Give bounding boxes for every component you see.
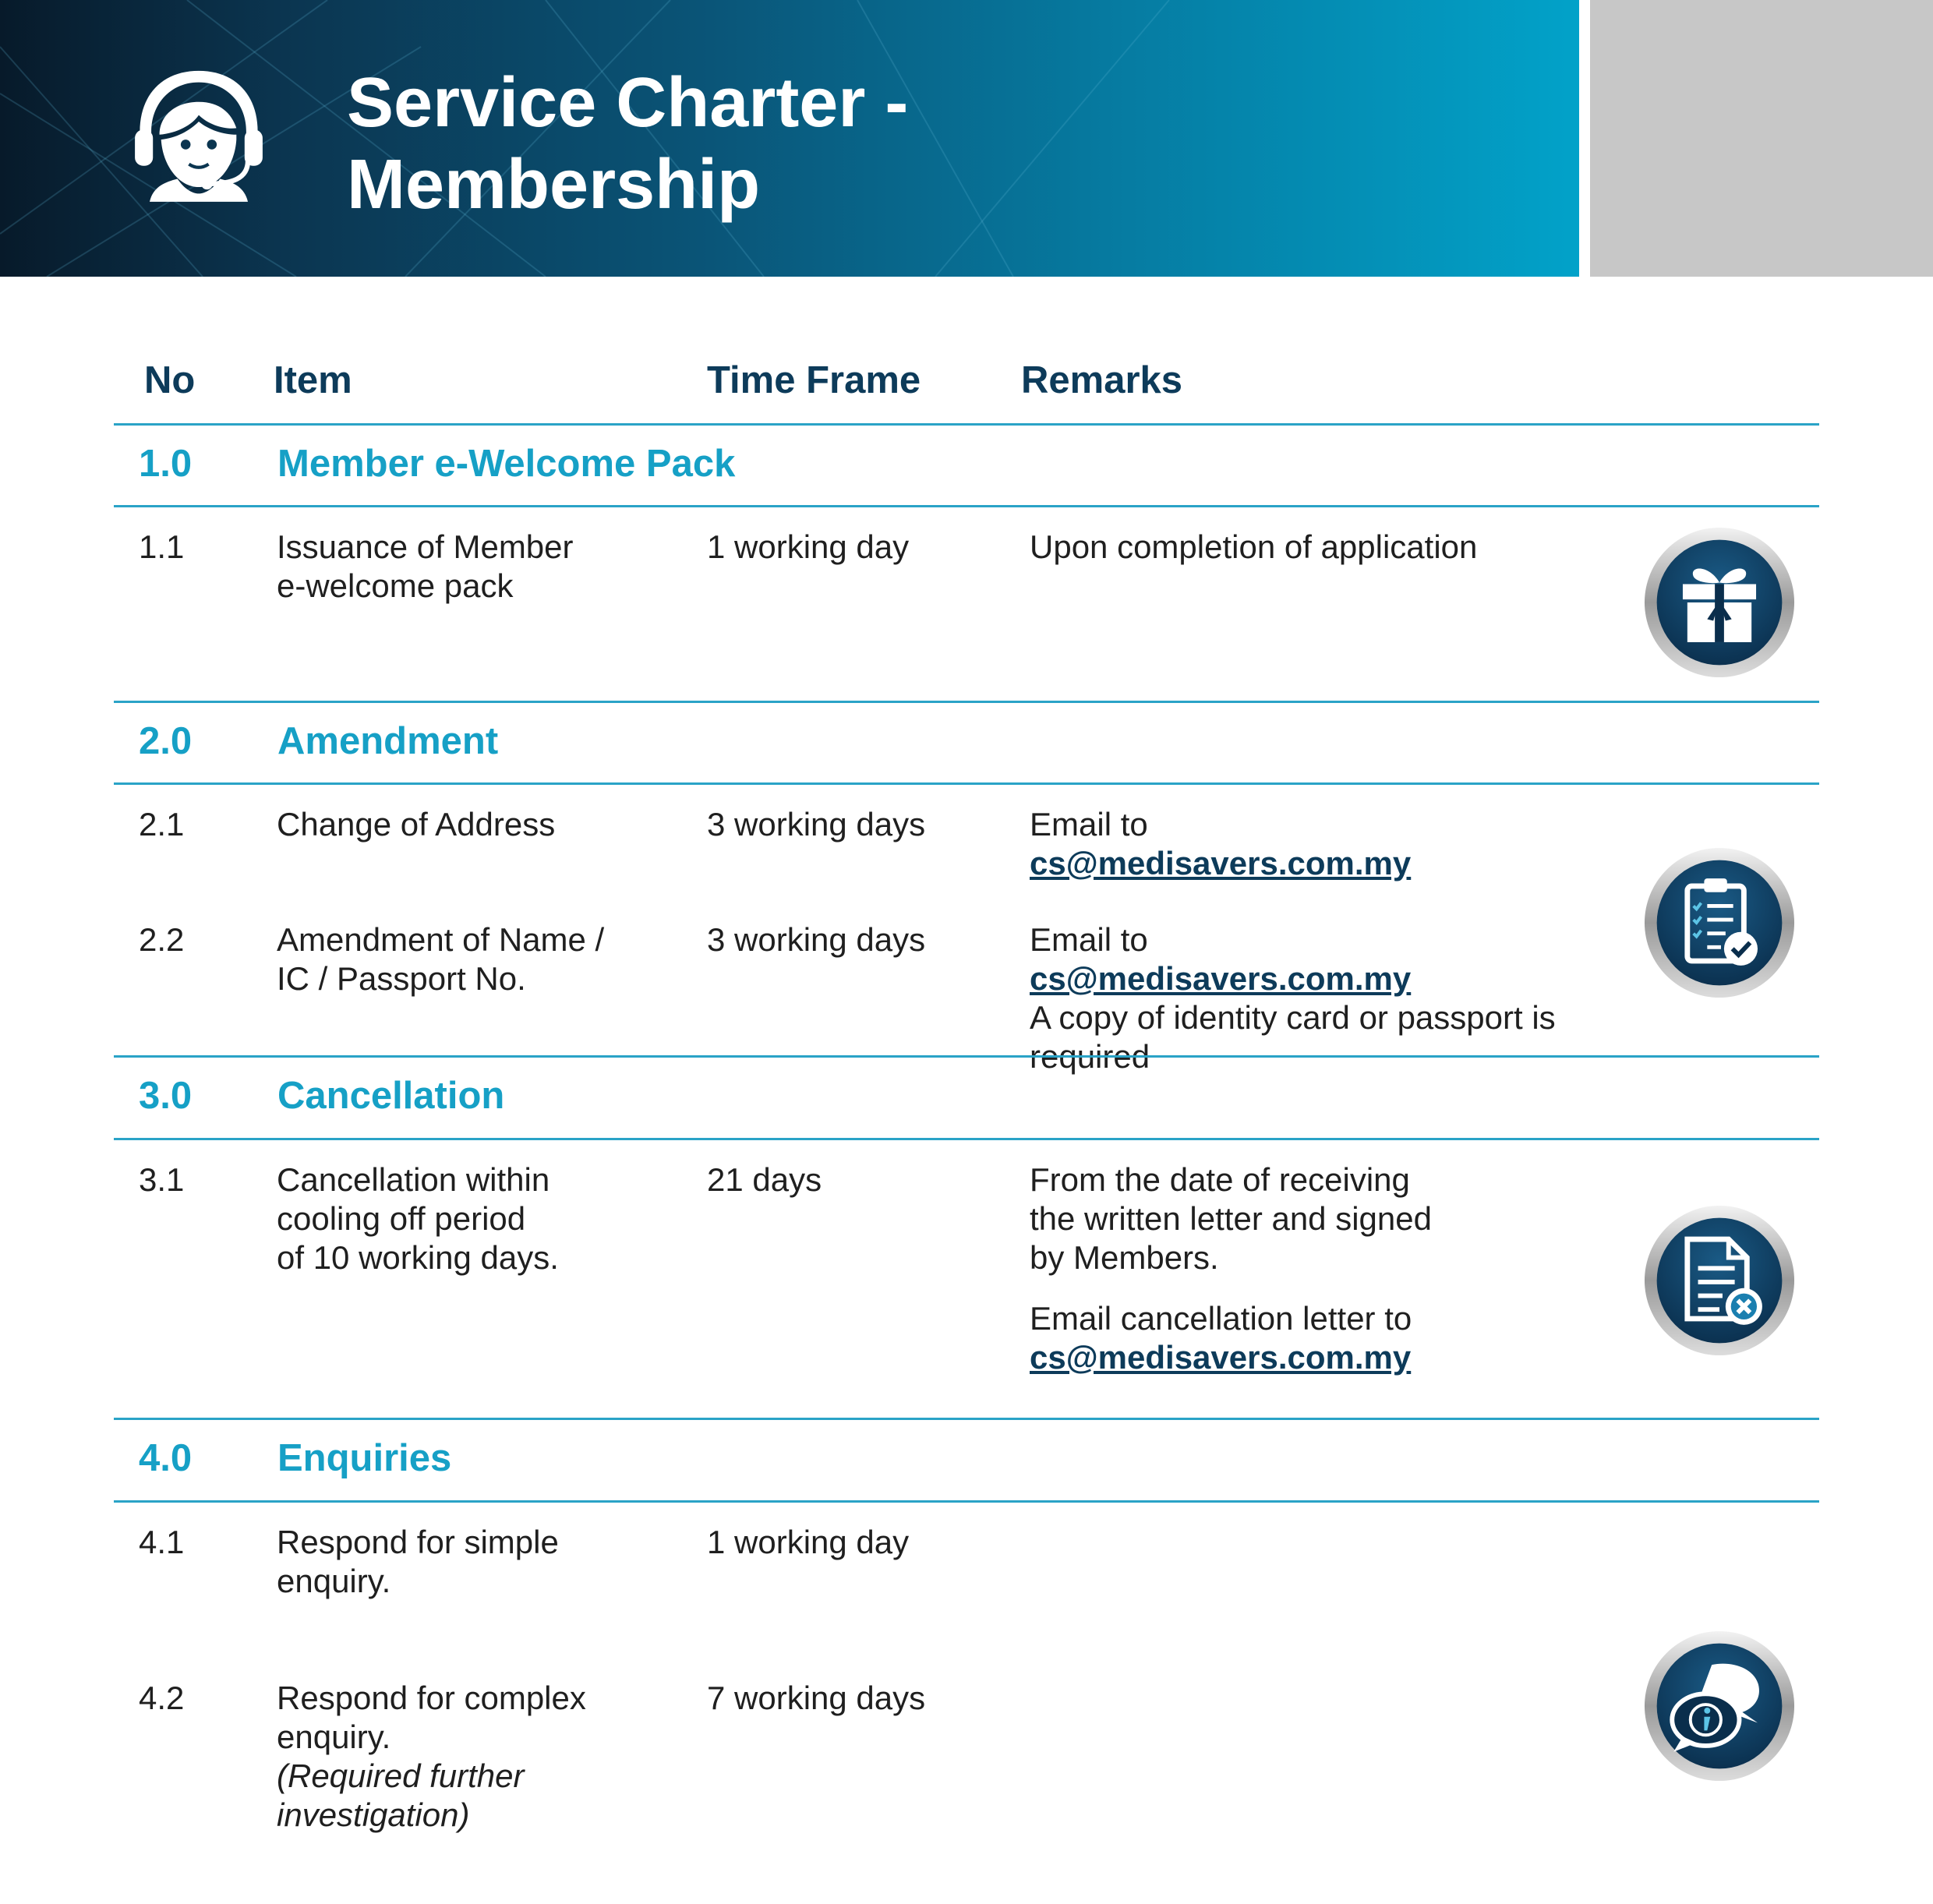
email-link[interactable]: cs@medisavers.com.my — [1030, 845, 1412, 881]
document-cancel-icon — [1643, 1204, 1796, 1357]
table-rule — [114, 1055, 1819, 1058]
row-number: 2.1 — [139, 806, 185, 842]
section-title: Enquiries — [277, 1437, 452, 1479]
page-title-line-2: Membership — [347, 146, 761, 224]
row-time-frame: 3 working days — [707, 806, 926, 842]
column-header-remarks: Remarks — [1021, 359, 1183, 401]
page-title — [347, 62, 1048, 226]
section-title: Cancellation — [277, 1075, 505, 1117]
table-rule — [114, 1418, 1819, 1420]
row-time-frame: 21 days — [707, 1161, 822, 1198]
section-number: 3.0 — [139, 1075, 193, 1117]
row-time-frame: 1 working day — [707, 528, 910, 565]
email-link[interactable]: cs@medisavers.com.my — [1030, 1339, 1412, 1376]
column-header-time-frame: Time Frame — [707, 359, 921, 401]
row-time-frame: 3 working days — [707, 921, 926, 958]
row-remarks: From the date of receiving the written letter and signed by Members. Email cancellation letter to cs@medisavers.com.my — [1030, 1161, 1432, 1376]
chat-info-icon — [1643, 1630, 1796, 1782]
customer-service-headset-icon — [117, 56, 281, 220]
row-item: Issuance of Member e-welcome pack — [277, 528, 574, 604]
column-header-item: Item — [274, 359, 352, 401]
row-number: 4.1 — [139, 1524, 185, 1560]
section-number: 4.0 — [139, 1437, 193, 1479]
section-title: Amendment — [277, 720, 499, 762]
row-time-frame: 7 working days — [707, 1680, 926, 1716]
row-item: Change of Address — [277, 806, 556, 842]
table-rule — [114, 505, 1819, 507]
section-number: 1.0 — [139, 443, 193, 485]
clipboard-check-icon — [1643, 846, 1796, 999]
row-number: 3.1 — [139, 1161, 185, 1198]
row-number: 1.1 — [139, 528, 185, 565]
row-time-frame: 1 working day — [707, 1524, 910, 1560]
row-item: Respond for simple enquiry. — [277, 1524, 559, 1599]
table-rule — [114, 782, 1819, 785]
email-link[interactable]: cs@medisavers.com.my — [1030, 960, 1412, 997]
gift-icon — [1643, 526, 1796, 679]
row-number: 2.2 — [139, 921, 185, 958]
row-item: Amendment of Name / IC / Passport No. — [277, 921, 605, 997]
row-remarks: Upon completion of application — [1030, 528, 1478, 565]
page-title-line-1: Service Charter - — [347, 64, 909, 142]
header-banner — [0, 0, 1579, 277]
row-item: Respond for complex enquiry. (Required further investigation) — [277, 1680, 586, 1833]
row-item: Cancellation within cooling off period of 10 working days. — [277, 1161, 559, 1276]
table-rule — [114, 1138, 1819, 1140]
section-number: 2.0 — [139, 720, 193, 762]
header-grey-block — [1590, 0, 1933, 277]
table-rule — [114, 701, 1819, 703]
table-rule — [114, 1500, 1819, 1503]
row-remarks: Email to cs@medisavers.com.my A copy of identity card or passport is required — [1030, 921, 1556, 1075]
table-rule — [114, 423, 1819, 426]
row-remarks: Email to cs@medisavers.com.my — [1030, 806, 1412, 881]
row-number: 4.2 — [139, 1680, 185, 1716]
column-header-no: No — [144, 359, 196, 401]
section-title: Member e-Welcome Pack — [277, 443, 736, 485]
